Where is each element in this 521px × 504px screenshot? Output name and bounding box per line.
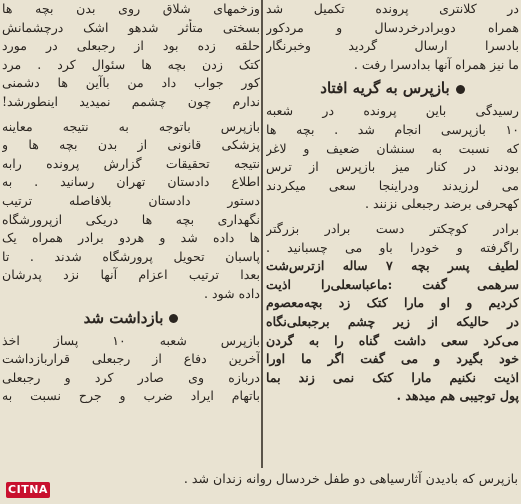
right-para-1 [266,0,519,74]
text-line: حلقه زده بود از رجبعلی در مورد [2,38,260,54]
text-line: دستور دادستان بلافاصله ترتیب [2,192,260,208]
text-line: بودند در کنار میز بازپرس از ترس [266,159,519,175]
text-line: کهحرفی برضد رجبعلی نزنند . [365,196,519,212]
footer-line: بازپرس که بادیدن آثارسیاهی دو طفل خردسال روانه زندان شد . [183,471,518,486]
text-line: بعدا ترتیب اعزام آنها نزد پدرشان [2,267,260,283]
text-line: کتک زدن بچه ها سئوال کرد . مرد [2,56,260,72]
left-para-3 [2,332,260,406]
heading-text: بازپرس به گریه افتاد [320,79,450,98]
text-line: لطیف پسر بچه ۷ ساله ازترس‌شت [266,258,519,274]
text-line: پزشکی قانونی از بدن بچه ها و [2,137,260,153]
text-line: اطلاع دادستان تهران رسانید . به [2,174,260,190]
text-line: ما نیز همراه آنها بدادسرا رفت . [353,56,519,72]
right-para-2 [266,102,519,214]
text-line: وزخمهای شلاق روی بدن بچه ها [2,1,260,16]
text-line: برادر کوچکتر دست برادر بزرگتر [266,220,519,236]
text-line: رسیدگی باین پرونده در شعبه [266,103,519,119]
left-column [2,0,260,406]
text-line: باتهام ایراد ضرب و جرح نسبت به [2,388,260,404]
text-line: بسختی متأثر شدهو اشک درچشمانش [2,19,260,35]
text-line: پول توجیبی هم میدهد . [396,388,519,404]
text-line: می‌کرد سعی داشت گناه را به گردن [266,332,519,348]
text-line: بازپرس باتوجه به نتیجه معاینه [2,118,260,134]
text-line: نگهداری بچه ها دریکی ازپرورشگاه [2,211,260,227]
text-line: می لرزیدند ودراینجا سعی میکردند [266,177,519,193]
heading-arrested [2,304,260,332]
left-para-2 [2,118,260,304]
text-line: سرهمی گفت :ماعباسعلی‌را اذیت [266,276,519,292]
text-line: ۱۰ بازپرسی انجام شد . بچه ها [266,121,519,137]
text-line: در کلانتری پرونده تکمیل شد [266,1,519,16]
heading-text: بازداشت شد [83,308,164,327]
bullet-icon [456,85,465,94]
bullet-icon [169,314,178,323]
text-line: پاسبان تحویل پرورشگاه شدند . تا [2,248,260,264]
text-line: که نسبت به سنشان ضعیف و لاغر [266,140,519,156]
text-line: بازپرس شعبه ۱۰ پساز اخذ [2,332,260,348]
text-line: ندارم چون چشمم نمیدید اینطورشد! [2,93,260,109]
text-line: آخرین دفاع از رجبعلی قراربازداشت [2,351,260,367]
citna-logo: CITNA [6,482,50,498]
text-line: اذیت نکنیم مارا کتک نمی زند بما [266,369,519,385]
text-line: بادسرا ارسال گردید وخبرنگار [266,38,519,54]
text-line: دربازه وی صادر کرد و رجبعلی [2,369,260,385]
text-line: داده شود . [204,285,260,301]
text-line: همراه دوبرادرخردسال و مردکور [266,19,519,35]
heading-bazpors-cried [266,74,519,102]
column-divider [261,0,263,468]
left-para-1 [2,0,260,112]
right-para-3 [266,220,519,406]
text-line: در حالیکه از زیر چشم برجبعلی‌نگاه [266,313,519,329]
text-line: خود بگیرد و می گفت اگر ما اورا [266,351,519,367]
text-line: کور جواب داد من باآین ها دشمنی [2,75,260,91]
text-line: راگرفته و خودرا باو می چسبانید . [266,239,519,255]
right-column [266,0,519,406]
text-line: ها داده شد و هردو برادر همراه یک [2,230,260,246]
text-line: کردیم و او مارا کتک زد بچه‌معصوم [266,295,519,311]
text-line: نتیجه تحقیقات گزارش پرونده رابه [2,155,260,171]
